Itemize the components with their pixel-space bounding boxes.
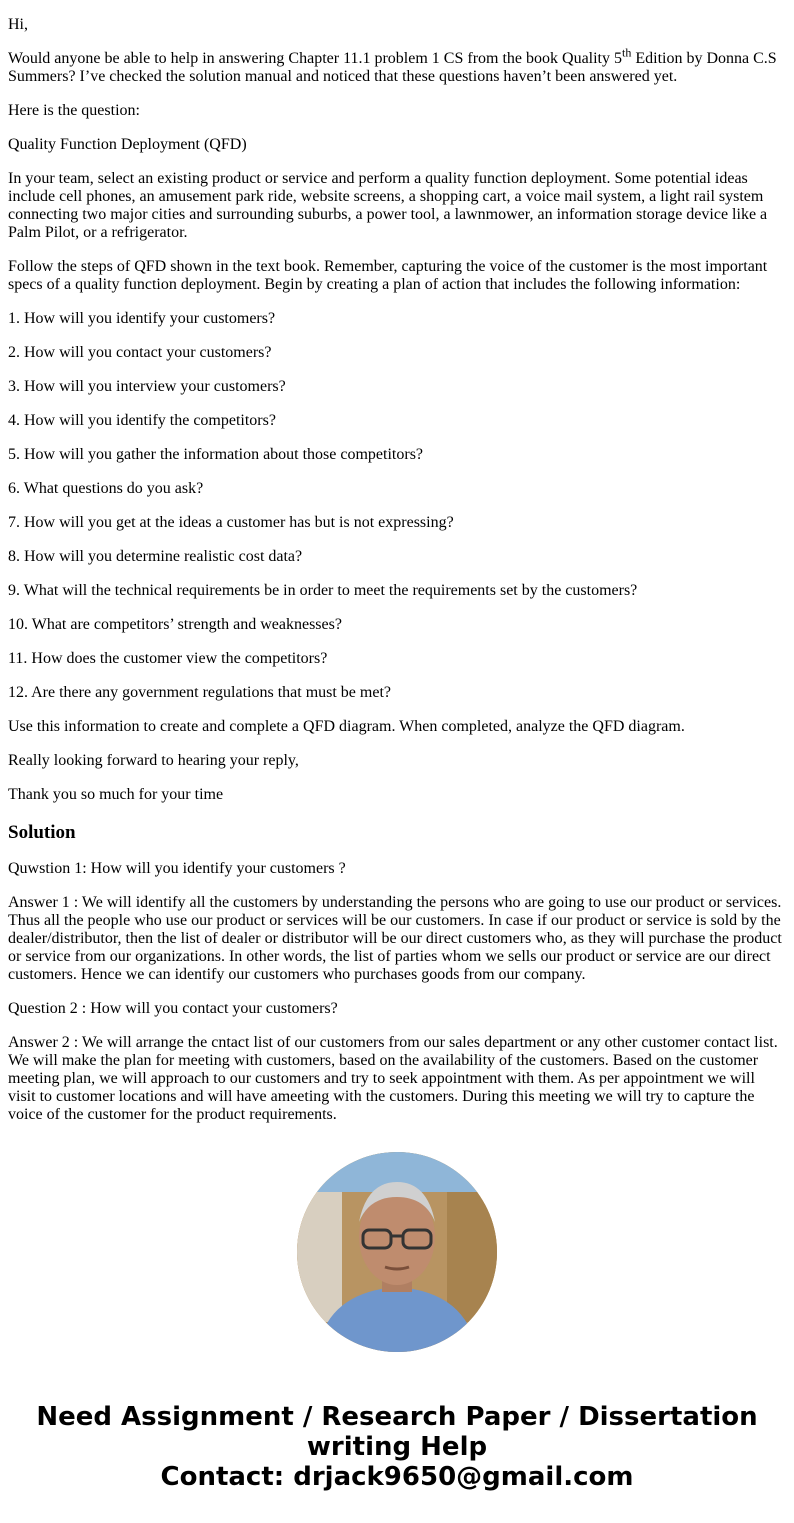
list-item: 2. How will you contact your customers? (8, 344, 272, 361)
list-item: 1. How will you identify your customers? (8, 310, 276, 327)
list-item: 7. How will you get at the ideas a customer has but is not expressing? (8, 514, 454, 531)
list-item: 9. What will the technical requirements be in order to meet the requirements set by the customers? (8, 582, 638, 599)
question-body: In your team, select an existing product or service and perform a quality function deployment. Some potential ideas include cell phones, an amusement park ride, website screens, a shopping cart, a voice mail system, a light rail system connecting two major cities and surrounding suburbs, a power tool, a lawnmower, an information storage device like a Palm Pilot, or a refrigerator. (8, 170, 768, 241)
list-item: 10. What are competitors’ strength and weaknesses? (8, 616, 342, 633)
avatar (297, 1152, 497, 1352)
solution-question: Quwstion 1: How will you identify your customers ? (8, 860, 346, 877)
footer-headline: Need Assignment / Research Paper / Dissertation writing Help (36, 1402, 758, 1462)
list-item: 6. What questions do you ask? (8, 480, 204, 497)
question-lead: Here is the question: (8, 102, 140, 119)
question-steps: Follow the steps of QFD shown in the text book. Remember, capturing the voice of the customer is the most important specs of a quality function deployment. Begin by creating a plan of action that includes the following information: (8, 258, 768, 293)
superscript: th (622, 45, 632, 60)
footer-email: Contact: drjack9650@gmail.com (160, 1462, 634, 1492)
list-item: 12. Are there any government regulations that must be met? (8, 684, 391, 701)
solution-question: Question 2 : How will you contact your customers? (8, 1000, 338, 1017)
intro-text: Would anyone be able to help in answering Chapter 11.1 problem 1 CS from the book Quality 5 (8, 50, 622, 67)
list-item: 5. How will you gather the information about those competitors? (8, 446, 424, 463)
footer-contact (8, 1402, 786, 1492)
person-photo-icon (297, 1152, 497, 1352)
solution-answer: Answer 1 : We will identify all the customers by understanding the persons who are going to use our product or services. Thus all the people who use our product or services will be our customers. In case if our product or service is sold by the dealer/distributor, then the list of dealer or distributor will be our direct customers who, as they will purchase the product or service from our organizations. In other words, the list of parties whom we sells our product or service are our direct customers. Hence we can identify our customers who purchases goods from our company. (8, 894, 782, 983)
closing-line: Really looking forward to hearing your reply, (8, 752, 299, 769)
question-title: Quality Function Deployment (QFD) (8, 136, 247, 153)
avatar-container (8, 1152, 786, 1352)
solution-heading: Solution (8, 822, 76, 843)
closing-line: Thank you so much for your time (8, 786, 224, 803)
greeting: Hi, (8, 16, 28, 33)
list-item: 11. How does the customer view the competitors? (8, 650, 328, 667)
closing-instruction: Use this information to create and complete a QFD diagram. When completed, analyze the QFD diagram. (8, 718, 685, 735)
solution-answer: Answer 2 : We will arrange the cntact list of our customers from our sales department or any other customer contact list. We will make the plan for meeting with customers, based on the availability of the customers. Based on the customer meeting plan, we will approach to our customers and try to seek appointment with them. As per appointment we will visit to customer locations and will have ameeting with the customers. During this meeting we will try to capture the voice of the customer for the product requirements. (8, 1034, 778, 1123)
list-item: 8. How will you determine realistic cost data? (8, 548, 303, 565)
intro-text-end: Edition by Donna C.S Summers? I’ve checked the solution manual and noticed that these questions haven’t been answered yet. (8, 50, 777, 85)
intro (8, 45, 786, 86)
list-item: 4. How will you identify the competitors? (8, 412, 276, 429)
list-item: 3. How will you interview your customers? (8, 378, 286, 395)
